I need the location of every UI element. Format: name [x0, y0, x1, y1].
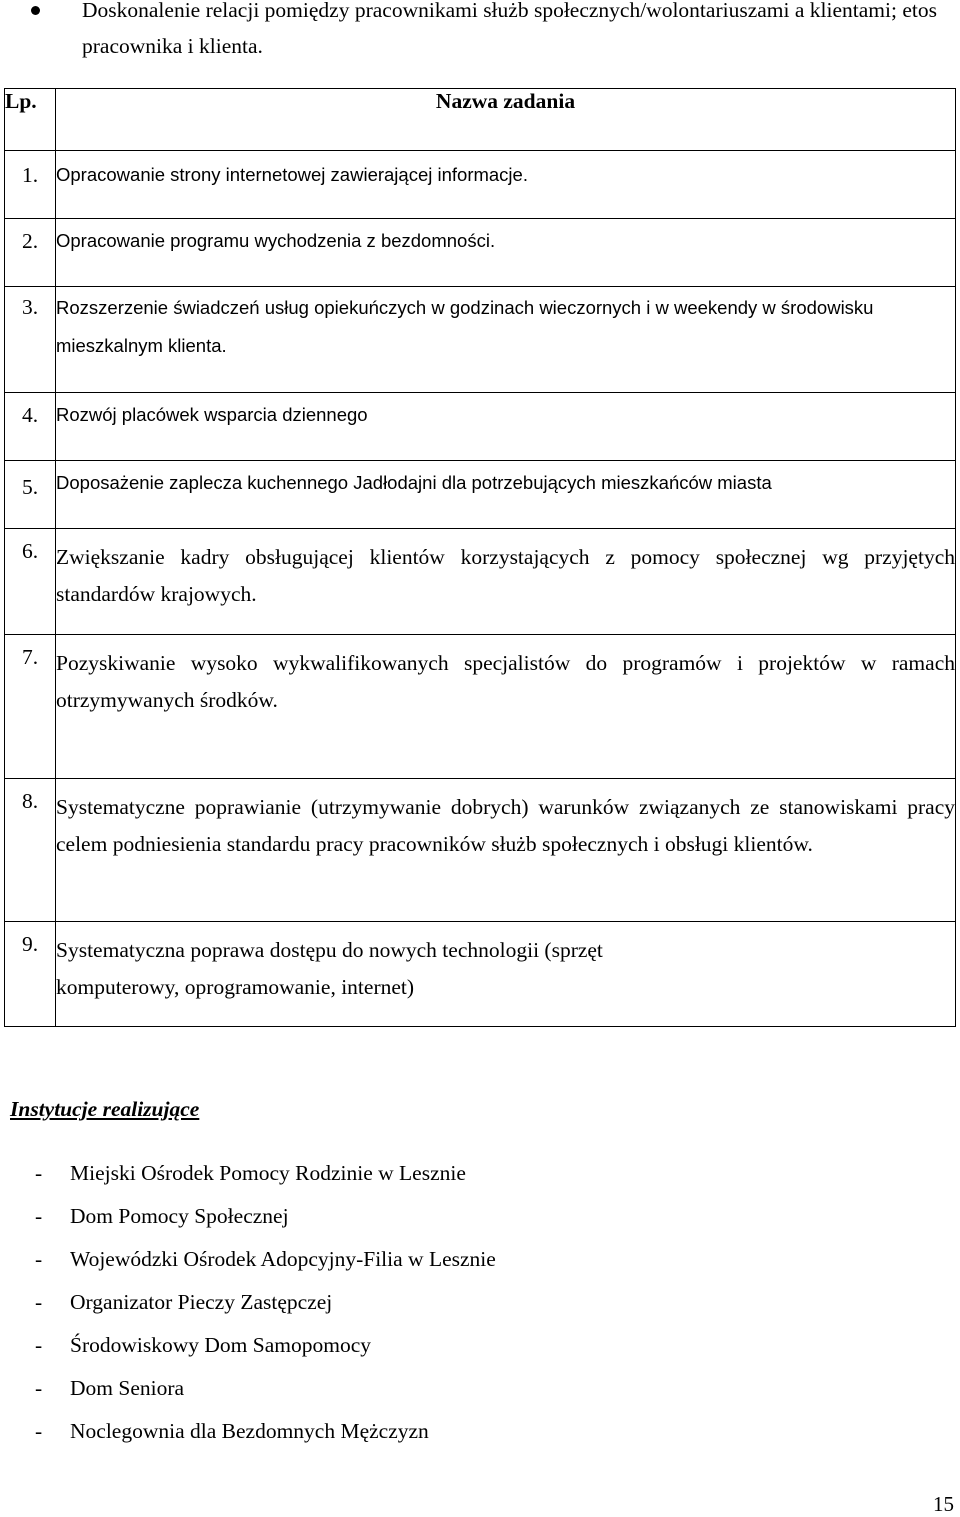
row-task: Zwiększanie kadry obsługującej klientów korzystających z pomocy społecznej wg przyjętych standardów krajowych.	[56, 529, 956, 635]
institutions-title: Instytucje realizujące	[10, 1097, 200, 1121]
institution-label: Miejski Ośrodek Pomocy Rodzinie w Lesznie	[70, 1161, 466, 1185]
row-number: 7.	[5, 635, 56, 779]
list-item	[10, 1330, 910, 1373]
row-number: 6.	[5, 529, 56, 635]
row-number: 3.	[5, 287, 56, 393]
row-task: Opracowanie strony internetowej zawierającej informacje.	[56, 151, 956, 219]
table-row	[5, 151, 956, 219]
list-item	[10, 1201, 910, 1244]
row-number: 2.	[5, 219, 56, 287]
row-number: 8.	[5, 779, 56, 922]
table-row	[5, 922, 956, 1027]
institutions-list	[10, 1158, 910, 1459]
dash: -	[35, 1204, 43, 1228]
institution-label: Dom Pomocy Społecznej	[70, 1204, 289, 1228]
dash: -	[35, 1333, 43, 1357]
row-number: 5.	[5, 461, 56, 529]
institution-label: Wojewódzki Ośrodek Adopcyjny-Filia w Lesznie	[70, 1247, 496, 1271]
page-number: 15	[933, 1492, 954, 1516]
dash: -	[35, 1419, 43, 1443]
dash: -	[35, 1290, 43, 1314]
row-task: Rozwój placówek wsparcia dziennego	[56, 393, 956, 461]
row-task: Rozszerzenie świadczeń usług opiekuńczych w godzinach wieczornych i w weekendy w środowisku mieszkalnym klienta.	[56, 287, 956, 393]
header-lp: Lp.	[5, 89, 56, 151]
row-number: 4.	[5, 393, 56, 461]
bullet-text: Doskonalenie relacji pomiędzy pracownikami służb społecznych/wolontariuszami a klientami; etos pracownika i klienta.	[82, 0, 937, 58]
table-row	[5, 287, 956, 393]
row-task: Pozyskiwanie wysoko wykwalifikowanych specjalistów do programów i projektów w ramach otrzymywanych środków.	[56, 635, 956, 779]
list-item	[10, 1373, 910, 1416]
table-row	[5, 529, 956, 635]
institution-label: Środowiskowy Dom Samopomocy	[70, 1333, 371, 1357]
bullet-icon	[31, 6, 40, 15]
table-row	[5, 635, 956, 779]
institutions-section	[10, 1094, 910, 1459]
list-item	[10, 1416, 910, 1459]
table-row	[5, 779, 956, 922]
institution-label: Organizator Pieczy Zastępczej	[70, 1290, 333, 1314]
list-item	[10, 1287, 910, 1330]
table-row	[5, 219, 956, 287]
list-item	[10, 1244, 910, 1287]
row-task: Systematyczna poprawa dostępu do nowych technologii (sprzęt komputerowy, oprogramowanie, internet)	[56, 922, 956, 1027]
row-task: Opracowanie programu wychodzenia z bezdomności.	[56, 219, 956, 287]
list-item	[10, 1158, 910, 1201]
header-name: Nazwa zadania	[56, 89, 956, 151]
row-number: 1.	[5, 151, 56, 219]
dash: -	[35, 1247, 43, 1271]
row-task: Systematyczne poprawianie (utrzymywanie dobrych) warunków związanych ze stanowiskami pracy celem podniesienia standardu pracy pracowników służb społecznych i obsługi klientów.	[56, 779, 956, 922]
row-number: 9.	[5, 922, 56, 1027]
dash: -	[35, 1161, 43, 1185]
table-row	[5, 393, 956, 461]
table-row	[5, 461, 956, 529]
institution-label: Noclegownia dla Bezdomnych Mężczyzn	[70, 1419, 429, 1443]
tasks-table	[4, 88, 956, 1027]
row-task: Doposażenie zaplecza kuchennego Jadłodajni dla potrzebujących mieszkańców miasta	[56, 461, 956, 529]
institution-label: Dom Seniora	[70, 1376, 185, 1400]
dash: -	[35, 1376, 43, 1400]
table-header-row	[5, 89, 956, 151]
